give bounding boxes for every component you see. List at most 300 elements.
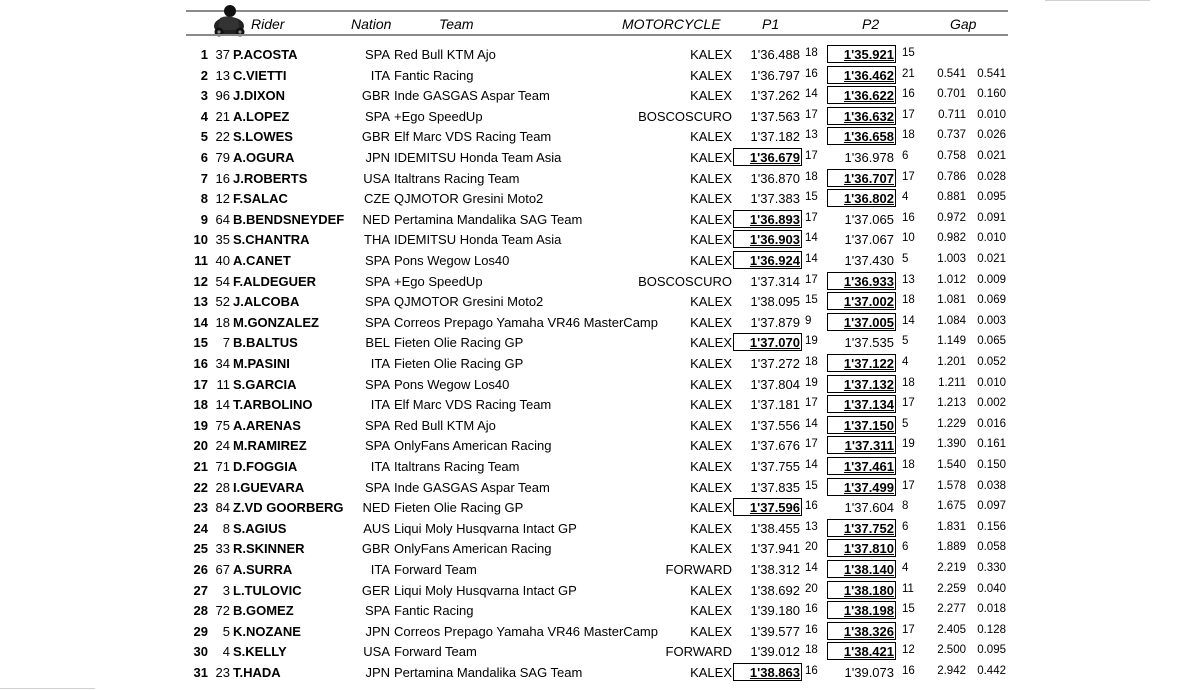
position-cell: 6 [200, 150, 208, 165]
gap-previous-cell: 0.095 [977, 644, 1006, 657]
table-row [0, 333, 1200, 354]
number-cell: 40 [215, 253, 230, 268]
position-cell: 30 [193, 644, 208, 660]
gap-previous-cell: 0.010 [977, 376, 1006, 389]
gap-first-cell: 1.831 [937, 520, 966, 533]
header-p2: P2 [862, 16, 880, 32]
motorcycle-cell: KALEX [690, 191, 732, 207]
p1-lap-cell: 14 [805, 232, 818, 245]
p2-time-cell: 1'37.499 [843, 479, 894, 495]
rider-cell: R.SKINNER [233, 541, 305, 557]
p2-time-cell: 1'37.311 [844, 438, 894, 454]
rider-cell: A.LOPEZ [233, 108, 290, 124]
gap-first-cell: 0.701 [937, 88, 966, 101]
p1-time-cell: 1'37.556 [750, 417, 800, 433]
p2-time-cell: 1'37.132 [843, 376, 894, 392]
p1-lap-cell: 16 [805, 623, 818, 636]
position-cell: 17 [193, 376, 208, 392]
p1-time-cell: 1'38.455 [750, 520, 800, 536]
rider-cell: B.BALTUS [233, 335, 298, 351]
team-cell: Liqui Moly Husqvarna Intact GP [394, 582, 577, 598]
number-cell: 13 [215, 67, 230, 83]
p1-time-cell: 1'37.941 [750, 541, 800, 557]
p1-lap-cell: 18 [805, 644, 818, 657]
p1-time-cell: 1'36.924 [749, 253, 800, 268]
nation-cell: GBR [361, 541, 390, 557]
gap-first-cell: 2.405 [937, 623, 966, 636]
p2-lap-cell: 16 [902, 88, 915, 101]
number-cell: 24 [215, 438, 230, 454]
gap-first-cell: 1.081 [937, 294, 966, 307]
gap-first-cell: 2.259 [937, 582, 966, 595]
table-row [0, 45, 1200, 66]
gap-previous-cell: 0.541 [977, 67, 1006, 80]
position-cell: 15 [193, 335, 208, 351]
rider-cell: B.BENDSNEYDEF [233, 211, 345, 227]
gap-previous-cell: 0.161 [977, 438, 1006, 451]
motorcycle-cell: KALEX [690, 541, 732, 557]
table-row [0, 642, 1200, 663]
gap-previous-cell: 0.009 [977, 273, 1006, 286]
nation-cell: THA [364, 232, 390, 248]
p1-time-cell: 1'37.596 [749, 500, 800, 516]
table-row [0, 272, 1200, 293]
motorcycle-cell: KALEX [690, 335, 732, 351]
gap-first-cell: 1.012 [937, 273, 966, 286]
table-row [0, 663, 1200, 684]
header-nation: Nation [351, 16, 392, 32]
table-row [0, 354, 1200, 375]
p1-lap-cell: 17 [805, 211, 818, 224]
header-bottom-rule [186, 34, 1008, 36]
p1-time-cell: 1'37.181 [750, 397, 800, 413]
p1-time-cell: 1'37.272 [750, 356, 800, 371]
p1-lap-cell: 20 [805, 541, 818, 554]
table-row [0, 66, 1200, 87]
gap-previous-cell: 0.156 [977, 520, 1006, 533]
team-cell: Red Bull KTM Ajo [394, 47, 496, 62]
p2-lap-cell: 4 [902, 356, 909, 368]
p1-lap-cell: 17 [805, 438, 818, 451]
table-row [0, 375, 1200, 396]
p1-lap-cell: 13 [805, 129, 818, 142]
p2-lap-cell: 10 [902, 232, 915, 245]
gap-previous-cell: 0.097 [977, 500, 1006, 513]
team-cell: Fieten Olie Racing GP [394, 356, 524, 371]
p2-lap-cell: 6 [902, 520, 909, 533]
table-row [0, 107, 1200, 128]
p2-lap-cell: 6 [902, 150, 909, 162]
motorcycle-cell: KALEX [690, 88, 732, 104]
gap-previous-cell: 0.002 [977, 397, 1006, 410]
p2-time-cell: 1'37.752 [843, 520, 894, 536]
number-cell: 33 [215, 541, 230, 557]
p2-lap-cell: 15 [902, 603, 915, 616]
rider-cell: Z.VD GOORBERG [233, 500, 344, 516]
p1-lap-cell: 14 [805, 417, 818, 430]
nation-cell: SPA [364, 47, 390, 62]
gap-previous-cell: 0.091 [977, 211, 1006, 224]
team-cell: Pertamina Mandalika SAG Team [394, 665, 583, 680]
p2-time-cell: 1'37.461 [843, 459, 894, 474]
p2-time-cell: 1'37.134 [843, 397, 894, 413]
rider-cell: S.LOWES [233, 129, 293, 145]
p2-lap-cell: 4 [902, 191, 909, 204]
team-cell: +Ego SpeedUp [394, 108, 483, 124]
position-cell: 14 [193, 314, 208, 330]
p1-lap-cell: 14 [805, 253, 818, 265]
gap-first-cell: 2.500 [937, 644, 966, 657]
position-cell: 18 [193, 397, 208, 413]
p2-lap-cell: 17 [902, 623, 915, 636]
gap-first-cell: 1.229 [937, 417, 966, 430]
p2-lap-cell: 11 [902, 582, 914, 595]
number-cell: 23 [215, 665, 230, 680]
gap-first-cell: 1.675 [937, 500, 966, 513]
motorcycle-cell: KALEX [690, 67, 732, 83]
motorcycle-cell: KALEX [690, 623, 732, 639]
p1-time-cell: 1'36.797 [750, 67, 800, 83]
p2-time-cell: 1'37.604 [844, 500, 894, 516]
position-cell: 24 [193, 520, 208, 536]
p1-lap-cell: 14 [805, 88, 818, 101]
nation-cell: SPA [364, 417, 390, 433]
nation-cell: SPA [364, 479, 390, 495]
gap-first-cell: 2.942 [937, 665, 966, 677]
team-cell: Red Bull KTM Ajo [394, 417, 496, 433]
nation-cell: NED [362, 500, 390, 516]
p1-time-cell: 1'38.692 [750, 582, 800, 598]
table-row [0, 127, 1200, 148]
rider-cell: K.NOZANE [233, 623, 301, 639]
table-row [0, 416, 1200, 437]
p2-time-cell: 1'37.002 [843, 294, 894, 310]
number-cell: 75 [215, 417, 230, 433]
rider-cell: F.ALDEGUER [233, 273, 317, 289]
corner-divider [1045, 0, 1150, 1]
p1-time-cell: 1'36.893 [749, 211, 800, 227]
number-cell: 71 [215, 459, 230, 474]
p1-lap-cell: 9 [805, 314, 812, 327]
position-cell: 28 [193, 603, 208, 619]
p1-time-cell: 1'37.070 [749, 335, 800, 351]
number-cell: 3 [222, 582, 230, 598]
p1-time-cell: 1'37.563 [750, 108, 800, 124]
position-cell: 3 [200, 88, 208, 104]
position-cell: 11 [194, 253, 208, 268]
table-header [0, 12, 1200, 34]
p1-lap-cell: 15 [805, 479, 818, 492]
p1-lap-cell: 16 [805, 603, 818, 616]
p1-time-cell: 1'37.676 [750, 438, 800, 454]
motorcycle-cell: FORWARD [665, 644, 732, 660]
team-cell: QJMOTOR Gresini Moto2 [394, 294, 544, 310]
motorcycle-cell: KALEX [690, 150, 732, 165]
p1-time-cell: 1'36.870 [750, 170, 800, 186]
gap-previous-cell: 0.021 [977, 253, 1006, 265]
gap-first-cell: 1.540 [937, 459, 966, 471]
header-gap: Gap [950, 16, 977, 32]
motorcycle-cell: KALEX [690, 211, 732, 227]
p1-time-cell: 1'37.383 [750, 191, 800, 207]
p1-lap-cell: 19 [805, 335, 818, 348]
nation-cell: SPA [364, 314, 390, 330]
gap-previous-cell: 0.128 [977, 623, 1006, 636]
team-cell: Fantic Racing [394, 603, 474, 619]
motorcycle-cell: KALEX [690, 294, 732, 310]
p2-time-cell: 1'37.065 [844, 211, 894, 227]
nation-cell: SPA [364, 294, 390, 310]
p2-time-cell: 1'38.198 [843, 603, 894, 619]
nation-cell: BEL [365, 335, 390, 351]
table-row [0, 86, 1200, 107]
team-cell: Italtrans Racing Team [394, 459, 520, 474]
p1-lap-cell: 17 [805, 108, 818, 121]
p1-time-cell: 1'39.012 [750, 644, 800, 660]
nation-cell: SPA [364, 253, 390, 268]
team-cell: Forward Team [394, 644, 477, 660]
p2-time-cell: 1'37.122 [843, 356, 894, 371]
position-cell: 16 [193, 356, 208, 371]
p2-time-cell: 1'36.802 [843, 191, 894, 207]
motorcycle-cell: KALEX [690, 438, 732, 454]
motorcycle-cell: KALEX [690, 603, 732, 619]
p1-lap-cell: 19 [805, 376, 818, 389]
nation-cell: ITA [370, 397, 390, 413]
team-cell: Pons Wegow Los40 [394, 253, 510, 268]
gap-first-cell: 0.982 [937, 232, 966, 245]
header-rider: Rider [251, 16, 285, 32]
number-cell: 4 [222, 644, 230, 660]
motorcycle-cell: BOSCOSCURO [638, 273, 732, 289]
table-row [0, 519, 1200, 540]
p2-lap-cell: 18 [902, 294, 915, 307]
p2-lap-cell: 6 [902, 541, 909, 554]
motorcycle-cell: KALEX [690, 129, 732, 145]
p1-time-cell: 1'38.863 [749, 665, 800, 680]
rider-cell: S.AGIUS [233, 520, 287, 536]
rider-cell: S.CHANTRA [233, 232, 310, 248]
gap-previous-cell: 0.028 [977, 170, 1006, 183]
number-cell: 79 [215, 150, 230, 165]
gap-first-cell: 0.541 [937, 67, 966, 80]
p2-lap-cell: 19 [902, 438, 915, 451]
rider-cell: J.ROBERTS [233, 170, 308, 186]
position-cell: 4 [200, 108, 208, 124]
p2-time-cell: 1'36.978 [844, 150, 894, 165]
p2-time-cell: 1'36.933 [843, 273, 894, 289]
motorcycle-cell: KALEX [690, 314, 732, 330]
p2-lap-cell: 5 [902, 417, 909, 430]
rider-cell: A.OGURA [233, 150, 295, 165]
p2-lap-cell: 13 [902, 273, 915, 286]
table-row [0, 478, 1200, 499]
motorcycle-cell: BOSCOSCURO [638, 108, 732, 124]
motorcycle-cell: KALEX [690, 170, 732, 186]
p1-time-cell: 1'37.182 [750, 129, 800, 145]
p1-lap-cell: 16 [805, 500, 818, 513]
p2-lap-cell: 17 [902, 397, 915, 410]
gap-first-cell: 1.889 [937, 541, 966, 554]
nation-cell: SPA [364, 273, 390, 289]
nation-cell: USA [363, 170, 390, 186]
gap-previous-cell: 0.040 [977, 582, 1006, 595]
p2-lap-cell: 17 [902, 479, 915, 492]
motorcycle-cell: KALEX [690, 582, 732, 598]
p1-time-cell: 1'36.903 [749, 232, 800, 248]
p2-time-cell: 1'36.462 [843, 67, 894, 83]
motorcycle-cell: KALEX [690, 376, 732, 392]
p1-lap-cell: 15 [805, 191, 818, 204]
number-cell: 7 [222, 335, 230, 351]
p2-time-cell: 1'38.140 [843, 562, 894, 577]
p2-time-cell: 1'35.921 [843, 47, 894, 62]
p2-lap-cell: 17 [902, 108, 915, 121]
header-motorcycle: MOTORCYCLE [622, 16, 721, 32]
team-cell: IDEMITSU Honda Team Asia [394, 150, 562, 165]
position-cell: 26 [193, 562, 208, 577]
p1-lap-cell: 17 [805, 150, 818, 162]
p2-lap-cell: 18 [902, 129, 915, 142]
gap-previous-cell: 0.058 [977, 541, 1006, 554]
p1-lap-cell: 15 [805, 294, 818, 307]
p2-time-cell: 1'37.005 [843, 314, 894, 330]
position-cell: 9 [200, 211, 208, 227]
rider-cell: A.SURRA [233, 562, 293, 577]
p1-time-cell: 1'36.488 [750, 47, 800, 62]
p2-lap-cell: 18 [902, 376, 915, 389]
number-cell: 11 [216, 376, 230, 392]
p2-lap-cell: 5 [902, 335, 909, 348]
p2-time-cell: 1'37.067 [844, 232, 894, 248]
rider-cell: T.ARBOLINO [233, 397, 313, 413]
table-row [0, 395, 1200, 416]
gap-previous-cell: 0.150 [977, 459, 1006, 471]
rider-cell: F.SALAC [233, 191, 288, 207]
p2-lap-cell: 21 [902, 67, 915, 80]
nation-cell: CZE [364, 191, 390, 207]
nation-cell: NED [362, 211, 390, 227]
team-cell: Elf Marc VDS Racing Team [394, 129, 552, 145]
motorcycle-cell: KALEX [690, 232, 732, 248]
position-cell: 25 [193, 541, 208, 557]
nation-cell: SPA [364, 438, 390, 454]
table-row [0, 313, 1200, 334]
motorcycle-cell: KALEX [690, 397, 732, 413]
position-cell: 5 [200, 129, 208, 145]
p2-time-cell: 1'37.430 [844, 253, 894, 268]
p1-lap-cell: 16 [805, 665, 818, 677]
p2-time-cell: 1'38.180 [843, 582, 894, 598]
motorcycle-cell: KALEX [690, 253, 732, 268]
gap-first-cell: 1.003 [937, 253, 966, 265]
gap-first-cell: 0.737 [937, 129, 966, 142]
gap-first-cell: 0.881 [937, 191, 966, 204]
p1-time-cell: 1'37.262 [750, 88, 800, 104]
p2-lap-cell: 14 [902, 314, 915, 327]
rider-cell: M.RAMIREZ [233, 438, 307, 454]
number-cell: 54 [215, 273, 230, 289]
gap-first-cell: 1.211 [938, 376, 966, 389]
team-cell: Forward Team [394, 562, 477, 577]
position-cell: 2 [200, 67, 208, 83]
position-cell: 27 [193, 582, 208, 598]
p1-lap-cell: 18 [805, 356, 818, 368]
team-cell: QJMOTOR Gresini Moto2 [394, 191, 544, 207]
gap-previous-cell: 0.095 [977, 191, 1006, 204]
p2-time-cell: 1'36.622 [843, 88, 894, 104]
gap-previous-cell: 0.003 [977, 314, 1006, 327]
table-row [0, 539, 1200, 560]
p2-lap-cell: 16 [902, 665, 915, 677]
p1-lap-cell: 17 [805, 397, 818, 410]
motorcycle-cell: KALEX [690, 459, 732, 474]
gap-previous-cell: 0.016 [977, 417, 1006, 430]
p1-lap-cell: 17 [805, 273, 818, 286]
team-cell: Fantic Racing [394, 67, 474, 83]
gap-first-cell: 0.711 [938, 108, 966, 121]
p1-time-cell: 1'37.314 [750, 273, 800, 289]
table-row [0, 601, 1200, 622]
rider-cell: M.PASINI [233, 356, 290, 371]
p1-lap-cell: 14 [805, 459, 818, 471]
rider-cell: L.TULOVIC [233, 582, 302, 598]
team-cell: IDEMITSU Honda Team Asia [394, 232, 562, 248]
team-cell: Inde GASGAS Aspar Team [394, 88, 550, 104]
gap-previous-cell: 0.038 [977, 479, 1006, 492]
team-cell: +Ego SpeedUp [394, 273, 483, 289]
p2-lap-cell: 16 [902, 211, 915, 224]
gap-first-cell: 1.578 [937, 479, 966, 492]
table-row [0, 210, 1200, 231]
p1-lap-cell: 13 [805, 520, 818, 533]
nation-cell: JPN [365, 150, 390, 165]
position-cell: 22 [193, 479, 208, 495]
table-row [0, 292, 1200, 313]
nation-cell: USA [363, 644, 390, 660]
nation-cell: SPA [364, 603, 390, 619]
team-cell: OnlyFans American Racing [394, 438, 552, 454]
motorcycle-cell: KALEX [690, 47, 732, 62]
gap-previous-cell: 0.052 [977, 356, 1006, 368]
team-cell: Pons Wegow Los40 [394, 376, 510, 392]
number-cell: 34 [215, 356, 230, 371]
position-cell: 8 [200, 191, 208, 207]
rider-cell: T.HADA [233, 665, 281, 680]
number-cell: 16 [215, 170, 230, 186]
number-cell: 64 [215, 211, 230, 227]
motorcycle-cell: KALEX [690, 356, 732, 371]
p1-time-cell: 1'38.095 [750, 294, 800, 310]
gap-previous-cell: 0.069 [977, 294, 1006, 307]
rider-cell: A.ARENAS [233, 417, 301, 433]
gap-previous-cell: 0.026 [977, 129, 1006, 142]
team-cell: Elf Marc VDS Racing Team [394, 397, 552, 413]
p2-lap-cell: 5 [902, 253, 909, 265]
number-cell: 14 [215, 397, 230, 413]
p1-time-cell: 1'38.312 [750, 562, 800, 577]
motorcycle-cell: KALEX [690, 665, 732, 680]
rider-cell: J.DIXON [233, 88, 286, 104]
gap-first-cell: 0.972 [937, 211, 966, 224]
number-cell: 35 [215, 232, 230, 248]
p2-time-cell: 1'38.326 [843, 623, 894, 639]
motorcycle-cell: KALEX [690, 520, 732, 536]
p1-time-cell: 1'37.755 [750, 459, 800, 474]
p1-time-cell: 1'39.180 [750, 603, 800, 619]
nation-cell: GER [361, 582, 390, 598]
p2-time-cell: 1'37.150 [843, 417, 894, 433]
